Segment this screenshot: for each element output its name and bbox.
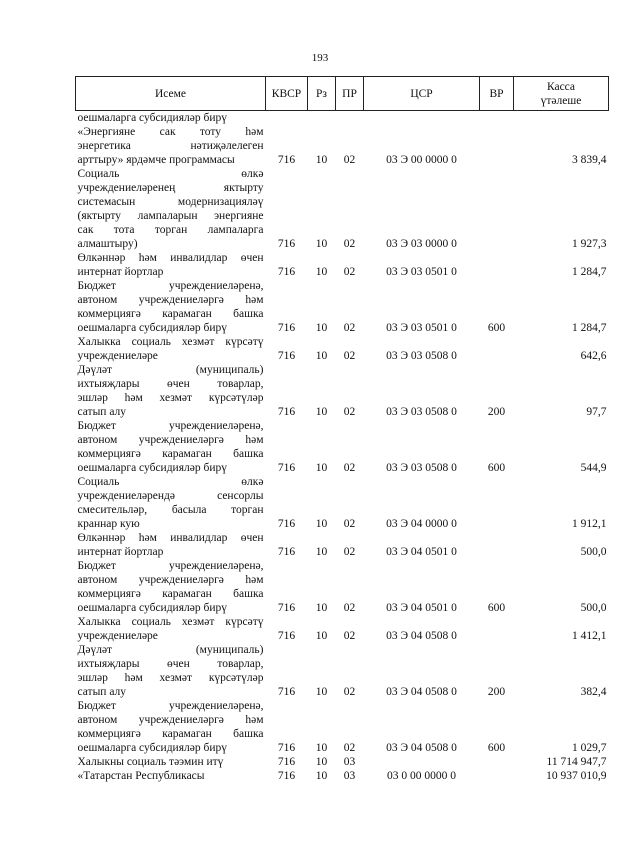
row-kvsr: 716	[277, 462, 296, 474]
row-pr: 02	[343, 266, 356, 278]
row-vr	[480, 475, 514, 531]
row-name-line: коммерциягә карамаган башка	[77, 448, 264, 460]
row-csr: 03 Э 04 0508 0	[386, 742, 457, 754]
header-pr: ПР	[336, 77, 364, 111]
row-name	[76, 111, 266, 126]
row-csr: 03 Э 03 0000 0	[386, 238, 457, 250]
row-vr: 200	[487, 406, 506, 418]
header-kvsr: КВСР	[266, 77, 308, 111]
row-name-line: ихтыяҗлары өчен товарлар,	[77, 658, 264, 670]
row-kvsr: 716	[277, 630, 296, 642]
row-rz: 10	[315, 546, 328, 558]
row-kvsr: 716	[277, 322, 296, 334]
table-row	[76, 363, 609, 419]
row-name-line: учреждениеләрендә сенсорлы	[77, 490, 264, 502]
row-kvsr: 716	[277, 266, 296, 278]
row-pr: 02	[343, 350, 356, 362]
row-name-line: сак тота торган лампаларга	[77, 224, 264, 236]
table-row	[76, 167, 609, 251]
row-pr: 03	[343, 756, 356, 768]
row-csr: 03 Э 03 0508 0	[386, 350, 457, 362]
row-pr: 02	[343, 546, 356, 558]
table-row	[76, 643, 609, 699]
row-vr	[480, 615, 514, 643]
row-name-line: Социаль өлкә	[77, 168, 264, 180]
row-name-line: интернат йортлар	[77, 266, 164, 278]
row-rz: 10	[315, 406, 328, 418]
row-name-line: арттыру» ярдәмче программасы	[77, 154, 235, 166]
row-name-line: Дәүләт (муниципаль)	[77, 644, 264, 656]
row-kvsr: 716	[277, 154, 296, 166]
row-name	[76, 335, 266, 363]
row-name-line: автоном учреждениеләргә һәм	[77, 574, 264, 586]
row-name-line: Халыкны социаль тәэмин итү	[77, 756, 224, 768]
row-name-line: сатып алу	[77, 406, 127, 418]
row-name-line: Социаль өлкә	[77, 476, 264, 488]
row-pr: 02	[343, 238, 356, 250]
row-name	[76, 125, 266, 167]
row-vr	[480, 125, 514, 167]
row-rz: 10	[315, 742, 328, 754]
row-name-line: Халыкка социаль хезмәт күрсәтү	[77, 336, 264, 348]
row-name-line: интернат йортлар	[77, 546, 164, 558]
row-name-line: учреждениеләре	[77, 630, 158, 642]
row-vr: 600	[487, 322, 506, 334]
row-vr	[480, 755, 514, 769]
row-rz: 10	[315, 238, 328, 250]
row-vr: 600	[487, 602, 506, 614]
row-name-line: «Энергияне сак тоту һәм	[77, 126, 264, 138]
row-pr: 02	[343, 406, 356, 418]
row-kvsr: 716	[277, 686, 296, 698]
row-name-line: учреждениеләре	[77, 350, 158, 362]
table-row	[76, 755, 609, 769]
row-name-line: Өлкәннәр һәм инвалидлар өчен	[77, 252, 264, 264]
row-name-line: оешмаларга субсидияләр бирү	[77, 322, 227, 334]
row-name-line: оешмаларга субсидияләр бирү	[77, 462, 227, 474]
row-amount: 11 714 947,7	[546, 756, 607, 768]
row-kvsr	[266, 111, 308, 126]
row-name	[76, 419, 266, 475]
row-name-line: оешмаларга субсидияләр бирү	[77, 602, 227, 614]
row-vr	[480, 111, 514, 126]
row-pr: 02	[343, 154, 356, 166]
table-row	[76, 279, 609, 335]
row-csr: 03 Э 04 0501 0	[386, 602, 457, 614]
budget-table	[75, 76, 609, 783]
row-name-line: автоном учреждениеләргә һәм	[77, 294, 264, 306]
row-name-line: учреждениеләренең яктырту	[77, 182, 264, 194]
row-rz: 10	[315, 630, 328, 642]
row-pr: 02	[343, 686, 356, 698]
row-pr	[336, 111, 364, 126]
row-name-line: Бюджет учреждениеләренә,	[77, 280, 264, 292]
row-kvsr: 716	[277, 546, 296, 558]
row-name	[76, 475, 266, 531]
page-number: 193	[311, 52, 329, 64]
row-name-line: автоном учреждениеләргә һәм	[77, 714, 264, 726]
row-name-line: краннар кую	[77, 518, 140, 530]
row-name-line: системасын модернизацияләү	[77, 196, 264, 208]
row-amount	[514, 111, 609, 126]
header-kassa-line2: үтәлеше	[540, 94, 582, 107]
row-name	[76, 251, 266, 279]
row-pr: 02	[343, 602, 356, 614]
row-pr: 03	[343, 770, 356, 782]
row-vr	[480, 531, 514, 559]
row-amount: 1 284,7	[572, 322, 607, 334]
row-name-line: эшләр һәм хезмәт күрсәтүләр	[77, 392, 264, 404]
row-vr	[480, 167, 514, 251]
row-csr: 03 Э 03 0508 0	[386, 462, 457, 474]
table-row	[76, 531, 609, 559]
table-row	[76, 699, 609, 755]
header-rz: Рз	[308, 77, 336, 111]
row-name-line: эшләр һәм хезмәт күрсәтүләр	[77, 672, 264, 684]
row-csr: 03 Э 03 0501 0	[386, 322, 457, 334]
row-vr: 600	[487, 742, 506, 754]
row-kvsr: 716	[277, 770, 296, 782]
header-vr: ВР	[480, 77, 514, 111]
row-name	[76, 167, 266, 251]
row-name-line: коммерциягә карамаган башка	[77, 308, 264, 320]
row-name	[76, 769, 266, 783]
row-amount: 1 927,3	[572, 238, 607, 250]
row-name-line: алмаштыру)	[77, 238, 138, 250]
row-amount: 3 839,4	[572, 154, 607, 166]
row-name	[76, 363, 266, 419]
row-pr: 02	[343, 462, 356, 474]
row-name-line: коммерциягә карамаган башка	[77, 728, 264, 740]
row-rz: 10	[315, 462, 328, 474]
row-rz: 10	[315, 266, 328, 278]
row-name-line: сатып алу	[77, 686, 127, 698]
row-rz: 10	[315, 602, 328, 614]
header-kassa	[514, 77, 609, 111]
row-amount: 1 029,7	[572, 742, 607, 754]
row-csr: 03 Э 04 0508 0	[386, 686, 457, 698]
table-body	[76, 111, 609, 784]
row-name-line: Халыкка социаль хезмәт күрсәтү	[77, 616, 264, 628]
row-name-line: Дәүләт (муниципаль)	[77, 364, 264, 376]
table-row	[76, 419, 609, 475]
row-amount: 500,0	[580, 546, 607, 558]
row-vr	[480, 251, 514, 279]
row-kvsr: 716	[277, 742, 296, 754]
table-header-row	[76, 77, 609, 111]
header-name: Исеме	[76, 77, 266, 111]
table-row	[76, 251, 609, 279]
row-csr: 03 Э 00 0000 0	[386, 154, 457, 166]
row-csr: 03 Э 03 0501 0	[386, 266, 457, 278]
row-name	[76, 643, 266, 699]
row-amount: 10 937 010,9	[546, 770, 607, 782]
row-rz: 10	[315, 686, 328, 698]
row-amount: 1 412,1	[572, 630, 607, 642]
row-kvsr: 716	[277, 602, 296, 614]
table-row	[76, 125, 609, 167]
row-kvsr: 716	[277, 518, 296, 530]
table-row	[76, 559, 609, 615]
table-row	[76, 111, 609, 126]
row-name-line: «Татарстан Республикасы	[77, 770, 205, 782]
row-name-line: оешмаларга субсидияләр бирү	[77, 112, 227, 124]
row-rz: 10	[315, 154, 328, 166]
table-row	[76, 615, 609, 643]
row-name-line: Бюджет учреждениеләренә,	[77, 560, 264, 572]
row-rz: 10	[315, 770, 328, 782]
row-kvsr: 716	[277, 756, 296, 768]
row-rz: 10	[315, 322, 328, 334]
row-name	[76, 699, 266, 755]
row-csr	[364, 111, 480, 126]
row-csr: 03 Э 04 0501 0	[386, 546, 457, 558]
row-amount: 1 284,7	[572, 266, 607, 278]
row-name-line: (яктырту лампаларын энергияне	[77, 210, 264, 222]
row-name-line: автоном учреждениеләргә һәм	[77, 434, 264, 446]
row-pr: 02	[343, 742, 356, 754]
row-name	[76, 755, 266, 769]
row-name-line: энергетика нәтиҗәлелеген	[77, 140, 264, 152]
row-kvsr: 716	[277, 238, 296, 250]
row-name-line: оешмаларга субсидияләр бирү	[77, 742, 227, 754]
row-name	[76, 615, 266, 643]
row-rz: 10	[315, 350, 328, 362]
row-name-line: Бюджет учреждениеләренә,	[77, 700, 264, 712]
table-row	[76, 335, 609, 363]
row-name-line: ихтыяҗлары өчен товарлар,	[77, 378, 264, 390]
row-name-line: Өлкәннәр һәм инвалидлар өчен	[77, 532, 264, 544]
row-amount: 642,6	[580, 350, 607, 362]
row-name	[76, 531, 266, 559]
row-kvsr: 716	[277, 350, 296, 362]
row-pr: 02	[343, 322, 356, 334]
row-name-line: Бюджет учреждениеләренә,	[77, 420, 264, 432]
row-amount: 382,4	[580, 686, 607, 698]
row-vr: 200	[487, 686, 506, 698]
row-pr: 02	[343, 630, 356, 642]
row-amount: 1 912,1	[572, 518, 607, 530]
row-name	[76, 559, 266, 615]
row-amount: 97,7	[586, 406, 607, 418]
row-csr	[364, 755, 480, 769]
row-vr	[480, 335, 514, 363]
row-rz: 10	[315, 518, 328, 530]
row-vr	[480, 769, 514, 783]
row-kvsr: 716	[277, 406, 296, 418]
table-row	[76, 475, 609, 531]
row-csr: 03 Э 03 0508 0	[386, 406, 457, 418]
header-csr: ЦСР	[364, 77, 480, 111]
row-pr: 02	[343, 518, 356, 530]
row-csr: 03 0 00 0000 0	[387, 770, 456, 782]
row-csr: 03 Э 04 0000 0	[386, 518, 457, 530]
row-amount: 544,9	[580, 462, 607, 474]
header-kassa-line1: Касса	[546, 80, 576, 93]
row-name-line: коммерциягә карамаган башка	[77, 588, 264, 600]
row-rz	[308, 111, 336, 126]
row-csr: 03 Э 04 0508 0	[386, 630, 457, 642]
row-vr: 600	[487, 462, 506, 474]
row-name-line: смесительләр, басыла торган	[77, 504, 264, 516]
row-amount: 500,0	[580, 602, 607, 614]
row-name	[76, 279, 266, 335]
table-row	[76, 769, 609, 783]
row-rz: 10	[315, 756, 328, 768]
